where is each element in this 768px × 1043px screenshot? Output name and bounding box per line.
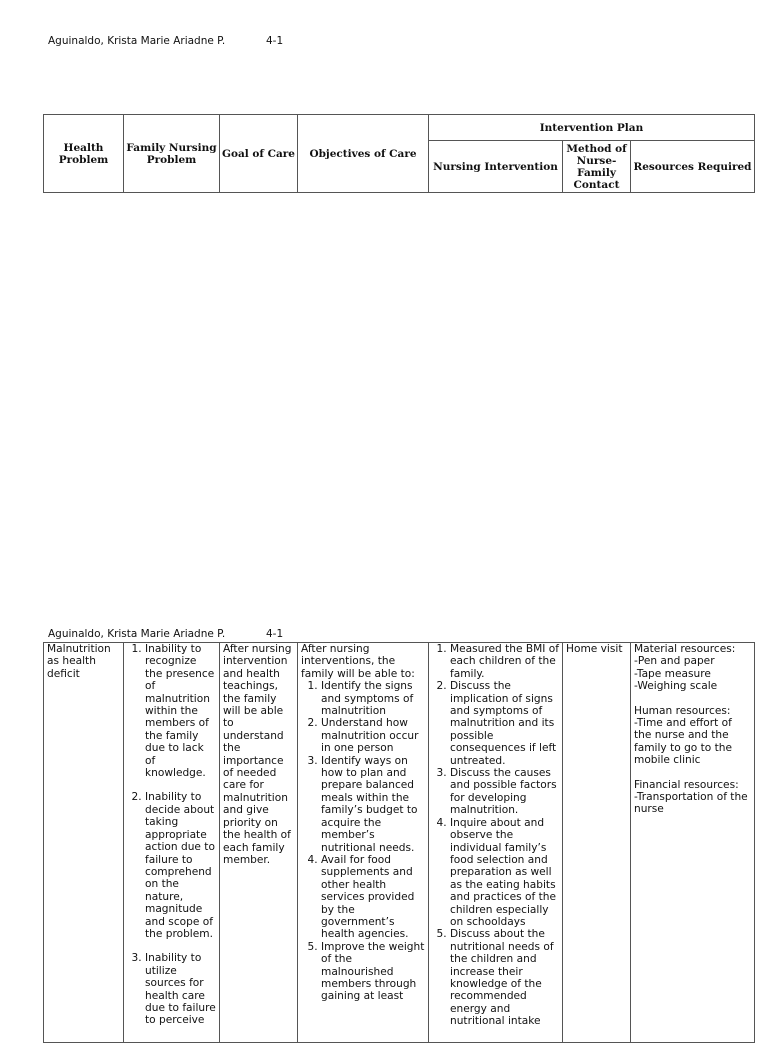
col-method-of-contact: Method of Nurse-Family Contact [563, 141, 631, 193]
col-nursing-intervention: Nursing Intervention [429, 141, 563, 193]
objective-item: 1. Identify the signs and symptoms of malnutrition [321, 680, 425, 717]
col-resources-required: Resources Required [631, 141, 755, 193]
cell-method-of-contact [563, 643, 631, 1043]
resource-item: -Transportation of the nurse [634, 791, 748, 816]
care-plan-body-table [43, 642, 755, 1043]
objective-item: 2. Understand how malnutrition occur in one person [321, 717, 425, 754]
care-plan-header-table [43, 114, 755, 193]
section-number: 4-1 [266, 628, 284, 640]
page-header [48, 35, 284, 47]
resource-item: -Weighing scale [634, 680, 718, 693]
goal-text: After nursing intervention and health teachings, the family will be able to understand the importance of needed care for malnutrition and give priority on the health of each family member. [223, 643, 292, 866]
family-problem-item: 2. Inability to decide about taking appropriate action due to failure to comprehend on the nature, magnitude and scope of the problem. [145, 791, 216, 940]
intervention-item: 2. Discuss the implication of signs and symptoms of malnutrition and its possible consequences if left untreated. [450, 680, 559, 767]
resource-item: -Pen and paper [634, 655, 715, 668]
intervention-item: 1. Measured the BMI of each children of the family. [450, 643, 559, 680]
family-problem-list [127, 643, 216, 1027]
section-number: 4-1 [266, 35, 284, 47]
cell-objectives-of-care [298, 643, 429, 1043]
student-name: Aguinaldo, Krista Marie Ariadne P. [48, 628, 226, 640]
intervention-item: 4. Inquire about and observe the individual family’s food selection and preparation as well as the eating habits and practices of the children especially on schooldays [450, 817, 559, 929]
objectives-intro: After nursing interventions, the family will be able to: [301, 643, 415, 680]
material-resources-title: Material resources: [634, 643, 736, 655]
student-name: Aguinaldo, Krista Marie Ariadne P. [48, 35, 226, 47]
intervention-list [432, 643, 559, 1028]
health-problem-text: Malnutrition as health deficit [47, 643, 111, 680]
family-problem-item: 1. Inability to recognize the presence of malnutrition within the members of the family due to lack of knowledge. [145, 643, 216, 779]
method-text: Home visit [566, 643, 623, 655]
resource-item: -Tape measure [634, 667, 711, 680]
financial-resources-title: Financial resources: [634, 778, 739, 791]
intervention-item: 5. Discuss about the nutritional needs of the children and increase their knowledge of the recommended energy and nutritional intake [450, 928, 559, 1027]
objective-item: 4. Avail for food supplements and other health services provided by the government’s health agencies. [321, 854, 425, 941]
col-health-problem: Health Problem [44, 115, 124, 193]
intervention-item: 3. Discuss the causes and possible factors for developing malnutrition. [450, 767, 559, 817]
col-family-nursing-problem: Family Nursing Problem [124, 115, 220, 193]
cell-goal-of-care [220, 643, 298, 1043]
col-goal-of-care: Goal of Care [220, 115, 298, 193]
family-problem-item: 3. Inability to utilize sources for health care due to failure to perceive [145, 952, 216, 1026]
objective-item: 5. Improve the weight of the malnourished members through gaining at least [321, 941, 425, 1003]
human-resources-title: Human resources: [634, 704, 731, 717]
cell-resources-required [631, 643, 755, 1043]
objective-item: 3. Identify ways on how to plan and prepare balanced meals within the family’s budget to acquire the member’s nutritional needs. [321, 755, 425, 854]
cell-nursing-intervention [429, 643, 563, 1043]
page-header-2 [48, 628, 284, 640]
cell-health-problem [44, 643, 124, 1043]
objectives-list [301, 680, 425, 1003]
cell-family-nursing-problem [124, 643, 220, 1043]
col-objectives-of-care: Objectives of Care [298, 115, 429, 193]
col-intervention-plan: Intervention Plan [429, 115, 755, 141]
resource-item: -Time and effort of the nurse and the family to go to the mobile clinic [634, 717, 733, 767]
